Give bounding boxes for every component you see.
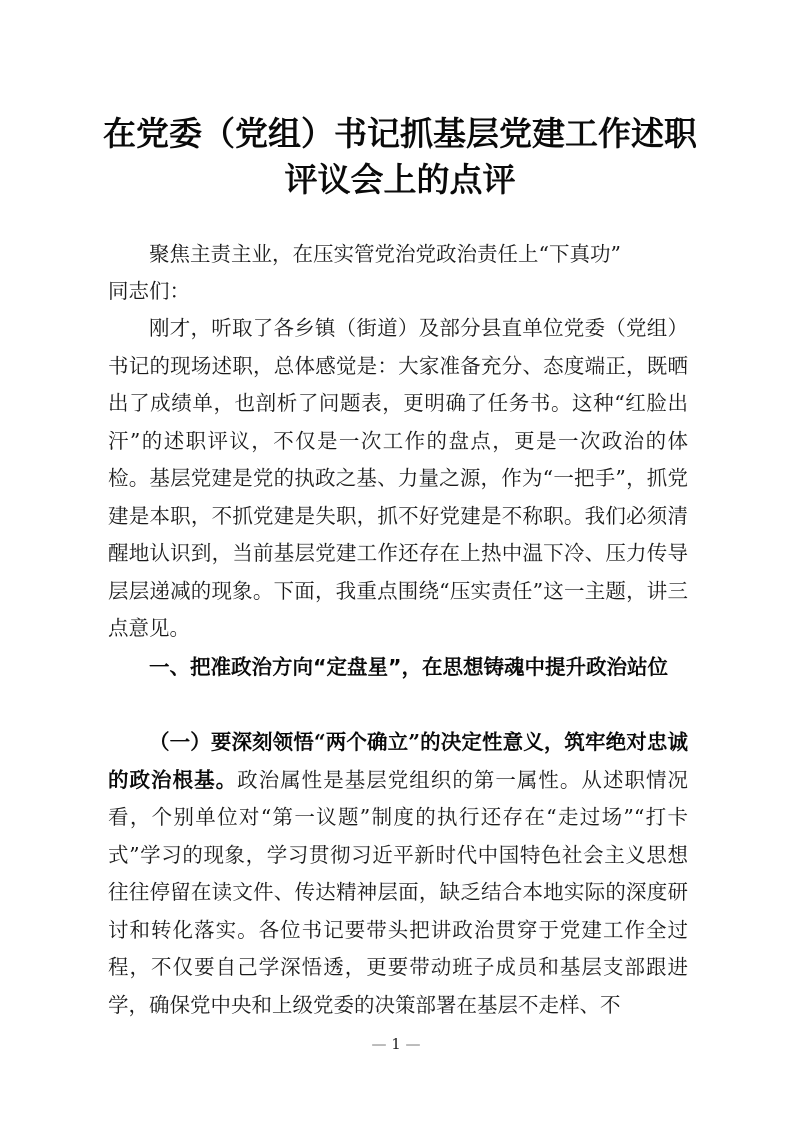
intro-paragraph: 刚才，听取了各乡镇（街道）及部分县直单位党委（党组）书记的现场述职，总体感觉是：大家准备充分、态度端正，既晒出了成绩单，也剖析了问题表，更明确了任务书。这种“红脸出汗”的述职评议，不仅是一次工作的盘点，更是一次政治的体检。基层党建是党的执政之基、力量之源，作为“一把手”，抓党建是本职，不抓党建是失职，抓不好党建是不称职。我们必须清醒地认识到，当前基层党建工作还存在上热中温下冷、压力传导层层递减的现象。下面，我重点围绕“压实责任”这一主题，讲三点意见。 [108, 316, 688, 640]
section-heading-1: 一、把准政治方向“定盘星”，在思想铸魂中提升政治站位 [149, 655, 668, 679]
page-number-footer [346, 1035, 446, 1053]
document-title: 在党委（党组）书记抓基层党建工作述职评议会上的点评 [103, 114, 697, 199]
section-1-paragraph-1 [108, 724, 688, 1024]
page-number-dash-right: — [405, 1035, 421, 1053]
salutation: 同志们： [108, 279, 190, 303]
subsection-1-1-lead: （一）要深刻领悟“两个确立”的决定性意义，筑牢绝对忠诚的政治根基。 [108, 730, 688, 792]
page-number-dash-left: — [371, 1035, 387, 1053]
subsection-1-1-text: 政治属性是基层党组织的第一属性。从述职情况看，个别单位对“第一议题”制度的执行还存在“走过场”“打卡式”学习的现象，学习贯彻习近平新时代中国特色社会主义思想往往停留在读文件、传达精神层面，缺乏结合本地实际的深度研讨和转化落实。各位书记要带头把讲政治贯穿于党建工作全过程，不仅要自己学深悟透，更要带动班子成员和基层支部跟进学，确保党中央和上级党委的决策部署在基层不走样、不 [108, 767, 689, 1017]
page-number: 1 [391, 1035, 401, 1053]
document-subtitle: 聚焦主责主业，在压实管党治党政治责任上“下真功” [149, 242, 621, 266]
